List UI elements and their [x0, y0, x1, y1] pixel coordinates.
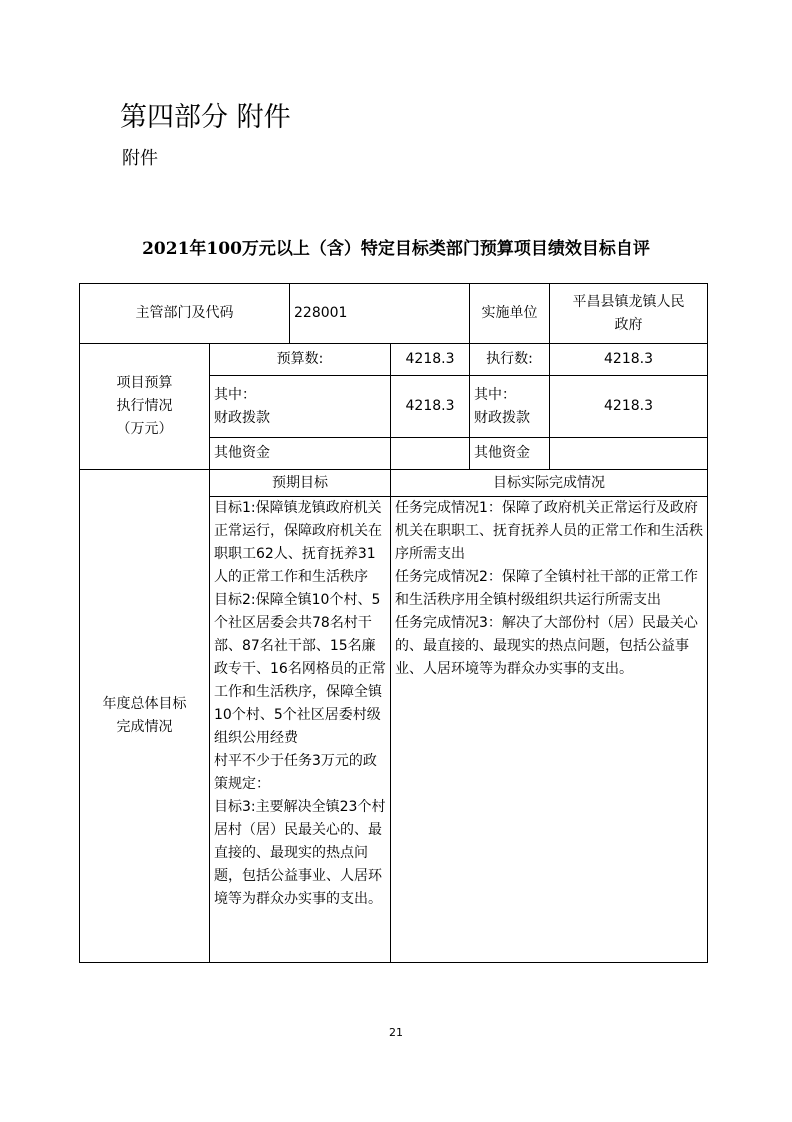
actual-result-text: 任务完成情况1：保障了政府机关正常运行及政府机关在职职工、抚育抚养人员的正常工作和生活秩序所需支出 任务完成情况2：保障了全镇村社干部的正常工作和生活秩序用全镇村级组织共运行所需支出 任务完成情况3：解决了大部份村（居）民最关心的、最直接的、最现实的热点问题，包括公益事业、人居环境等为群众办实事的支出。 — [391, 497, 708, 963]
exec-amount-label: 执行数: — [470, 344, 550, 376]
impl-value-cell: 平昌县镇龙镇人民 政府 — [550, 284, 708, 344]
budget-amount-label: 预算数: — [210, 344, 391, 376]
impl-label-cell: 实施单位 — [470, 284, 550, 344]
actual-result-header: 目标实际完成情况 — [391, 470, 708, 497]
document-title: 2021年100万元以上（含）特定目标类部门预算项目绩效目标自评 — [142, 239, 650, 259]
performance-table — [79, 283, 708, 963]
fiscal-budget-label: 其中： 财政拨款 — [210, 376, 391, 438]
attachment-subtitle: 附件 — [122, 148, 158, 169]
section-title: 第四部分 附件 — [120, 102, 291, 133]
budget-amount-value: 4218.3 — [391, 344, 470, 376]
other-funds-budget-value — [391, 438, 470, 470]
page-number: 21 — [389, 1026, 403, 1039]
annual-goal-label: 年度总体目标 完成情况 — [80, 470, 210, 963]
budget-label-cell: 项目预算 执行情况 （万元） — [80, 344, 210, 470]
other-funds-exec-value — [550, 438, 708, 470]
other-funds-budget-label: 其他资金 — [210, 438, 391, 470]
fiscal-exec-value: 4218.3 — [550, 376, 708, 438]
expected-goal-text: 目标1:保障镇龙镇政府机关正常运行，保障政府机关在职职工62人、抚育抚养31人的正常工作和生活秩序 目标2:保障全镇10个村、5个社区居委会共78名村干部、87名社干部、15名廉政专干、16名网格员的正常工作和生活秩序，保障全镇10个村、5个社区居委村级组织公用经费 村平不少于任务3万元的政策规定： 目标3:主要解决全镇23个村居村（居）民最关心的、最直接的、最现实的热点问题，包括公益事业、人居环境等为群众办实事的支出。 — [210, 497, 391, 963]
dept-label-cell: 主管部门及代码 — [80, 284, 290, 344]
dept-code-cell: 228001 — [290, 284, 470, 344]
other-funds-exec-label: 其他资金 — [470, 438, 550, 470]
expected-goal-header: 预期目标 — [210, 470, 391, 497]
fiscal-exec-label: 其中： 财政拨款 — [470, 376, 550, 438]
exec-amount-value: 4218.3 — [550, 344, 708, 376]
fiscal-budget-value: 4218.3 — [391, 376, 470, 438]
